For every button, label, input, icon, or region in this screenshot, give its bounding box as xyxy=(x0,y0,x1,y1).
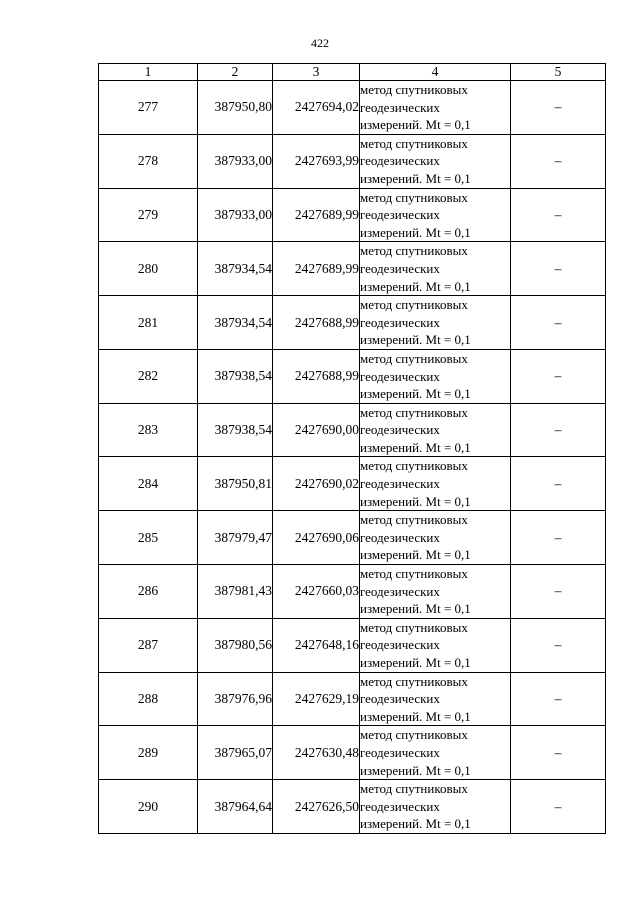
point-number-cell: 282 xyxy=(99,349,198,403)
method-cell xyxy=(360,242,511,296)
method-line: геодезических xyxy=(360,744,440,760)
method-line: измерений. Mt = 0,1 xyxy=(360,386,471,402)
table-row xyxy=(99,403,606,457)
x-coordinate-cell: 387938,54 xyxy=(198,403,273,457)
y-coordinate-cell: 2427660,03 xyxy=(273,565,360,619)
y-coordinate-cell: 2427690,02 xyxy=(273,457,360,511)
y-coordinate-cell: 2427690,06 xyxy=(273,511,360,565)
method-cell xyxy=(360,188,511,242)
page-number: 422 xyxy=(311,36,329,50)
y-coordinate-cell: 2427689,99 xyxy=(273,242,360,296)
method-line: геодезических xyxy=(360,368,440,384)
table-row xyxy=(99,349,606,403)
method-line: измерений. Mt = 0,1 xyxy=(360,816,471,832)
method-line: метод спутниковых xyxy=(360,566,468,582)
point-number-cell: 285 xyxy=(99,511,198,565)
method-line: метод спутниковых xyxy=(360,243,468,259)
table-row xyxy=(99,618,606,672)
table-row xyxy=(99,780,606,834)
method-cell xyxy=(360,726,511,780)
method-line: измерений. Mt = 0,1 xyxy=(360,170,471,186)
x-coordinate-cell: 387979,47 xyxy=(198,511,273,565)
method-line: геодезических xyxy=(360,798,440,814)
x-coordinate-cell: 387976,96 xyxy=(198,672,273,726)
method-line: измерений. Mt = 0,1 xyxy=(360,224,471,240)
method-cell xyxy=(360,403,511,457)
column-header-1: 1 xyxy=(99,64,198,81)
method-cell xyxy=(360,296,511,350)
method-line: геодезических xyxy=(360,476,440,492)
table-row xyxy=(99,511,606,565)
table-body xyxy=(99,81,606,834)
method-cell xyxy=(360,134,511,188)
column-header-3: 3 xyxy=(273,64,360,81)
table-row xyxy=(99,134,606,188)
method-line: геодезических xyxy=(360,153,440,169)
method-line: метод спутниковых xyxy=(360,297,468,313)
method-line: измерений. Mt = 0,1 xyxy=(360,439,471,455)
point-number-cell: 280 xyxy=(99,242,198,296)
y-coordinate-cell: 2427648,16 xyxy=(273,618,360,672)
method-line: метод спутниковых xyxy=(360,781,468,797)
method-line: метод спутниковых xyxy=(360,619,468,635)
point-number-cell: 286 xyxy=(99,565,198,619)
note-cell: – xyxy=(511,511,606,565)
method-cell xyxy=(360,511,511,565)
table-row xyxy=(99,188,606,242)
method-line: измерений. Mt = 0,1 xyxy=(360,332,471,348)
method-cell xyxy=(360,780,511,834)
point-number-cell: 290 xyxy=(99,780,198,834)
y-coordinate-cell: 2427629,19 xyxy=(273,672,360,726)
method-line: измерений. Mt = 0,1 xyxy=(360,493,471,509)
table-row xyxy=(99,672,606,726)
table-row xyxy=(99,565,606,619)
method-line: измерений. Mt = 0,1 xyxy=(360,278,471,294)
method-line: измерений. Mt = 0,1 xyxy=(360,762,471,778)
method-line: геодезических xyxy=(360,99,440,115)
note-cell: – xyxy=(511,296,606,350)
method-line: метод спутниковых xyxy=(360,673,468,689)
y-coordinate-cell: 2427688,99 xyxy=(273,296,360,350)
method-line: геодезических xyxy=(360,314,440,330)
note-cell: – xyxy=(511,134,606,188)
note-cell: – xyxy=(511,726,606,780)
y-coordinate-cell: 2427690,00 xyxy=(273,403,360,457)
x-coordinate-cell: 387980,56 xyxy=(198,618,273,672)
method-cell xyxy=(360,457,511,511)
x-coordinate-cell: 387933,00 xyxy=(198,134,273,188)
method-line: геодезических xyxy=(360,422,440,438)
note-cell: – xyxy=(511,403,606,457)
method-line: геодезических xyxy=(360,207,440,223)
table-row xyxy=(99,242,606,296)
x-coordinate-cell: 387934,54 xyxy=(198,296,273,350)
method-line: метод спутниковых xyxy=(360,350,468,366)
table-row xyxy=(99,726,606,780)
x-coordinate-cell: 387938,54 xyxy=(198,349,273,403)
method-line: измерений. Mt = 0,1 xyxy=(360,117,471,133)
method-cell xyxy=(360,81,511,135)
y-coordinate-cell: 2427630,48 xyxy=(273,726,360,780)
column-header-4: 4 xyxy=(360,64,511,81)
method-line: измерений. Mt = 0,1 xyxy=(360,708,471,724)
method-line: метод спутниковых xyxy=(360,404,468,420)
method-line: измерений. Mt = 0,1 xyxy=(360,655,471,670)
note-cell: – xyxy=(511,672,606,726)
y-coordinate-cell: 2427693,99 xyxy=(273,134,360,188)
method-cell xyxy=(360,672,511,726)
method-line: метод спутниковых xyxy=(360,727,468,743)
method-cell xyxy=(360,349,511,403)
method-line: метод спутниковых xyxy=(360,458,468,474)
method-line: геодезических xyxy=(360,529,440,545)
method-line: геодезических xyxy=(360,637,440,653)
method-line: метод спутниковых xyxy=(360,512,468,528)
note-cell: – xyxy=(511,242,606,296)
point-number-cell: 277 xyxy=(99,81,198,135)
table-row xyxy=(99,81,606,135)
point-number-cell: 283 xyxy=(99,403,198,457)
note-cell: – xyxy=(511,618,606,672)
point-number-cell: 281 xyxy=(99,296,198,350)
point-number-cell: 289 xyxy=(99,726,198,780)
note-cell: – xyxy=(511,457,606,511)
table-header-row xyxy=(99,64,606,81)
y-coordinate-cell: 2427626,50 xyxy=(273,780,360,834)
x-coordinate-cell: 387965,07 xyxy=(198,726,273,780)
method-line: геодезических xyxy=(360,260,440,276)
method-cell xyxy=(360,618,511,672)
method-line: метод спутниковых xyxy=(360,135,468,151)
column-header-2: 2 xyxy=(198,64,273,81)
note-cell: – xyxy=(511,188,606,242)
method-line: геодезических xyxy=(360,691,440,707)
point-number-cell: 288 xyxy=(99,672,198,726)
y-coordinate-cell: 2427689,99 xyxy=(273,188,360,242)
point-number-cell: 284 xyxy=(99,457,198,511)
method-line: измерений. Mt = 0,1 xyxy=(360,601,471,617)
note-cell: – xyxy=(511,780,606,834)
note-cell: – xyxy=(511,565,606,619)
method-line: измерений. Mt = 0,1 xyxy=(360,547,471,563)
table-row xyxy=(99,457,606,511)
note-cell: – xyxy=(511,349,606,403)
x-coordinate-cell: 387933,00 xyxy=(198,188,273,242)
y-coordinate-cell: 2427694,02 xyxy=(273,81,360,135)
coordinates-table xyxy=(98,63,606,834)
x-coordinate-cell: 387950,81 xyxy=(198,457,273,511)
x-coordinate-cell: 387981,43 xyxy=(198,565,273,619)
method-line: метод спутниковых xyxy=(360,189,468,205)
method-line: метод спутниковых xyxy=(360,82,468,97)
method-cell xyxy=(360,565,511,619)
x-coordinate-cell: 387934,54 xyxy=(198,242,273,296)
x-coordinate-cell: 387950,80 xyxy=(198,81,273,135)
note-cell: – xyxy=(511,81,606,135)
method-line: геодезических xyxy=(360,583,440,599)
column-header-5: 5 xyxy=(511,64,606,81)
table-row xyxy=(99,296,606,350)
point-number-cell: 278 xyxy=(99,134,198,188)
x-coordinate-cell: 387964,64 xyxy=(198,780,273,834)
point-number-cell: 287 xyxy=(99,618,198,672)
y-coordinate-cell: 2427688,99 xyxy=(273,349,360,403)
point-number-cell: 279 xyxy=(99,188,198,242)
